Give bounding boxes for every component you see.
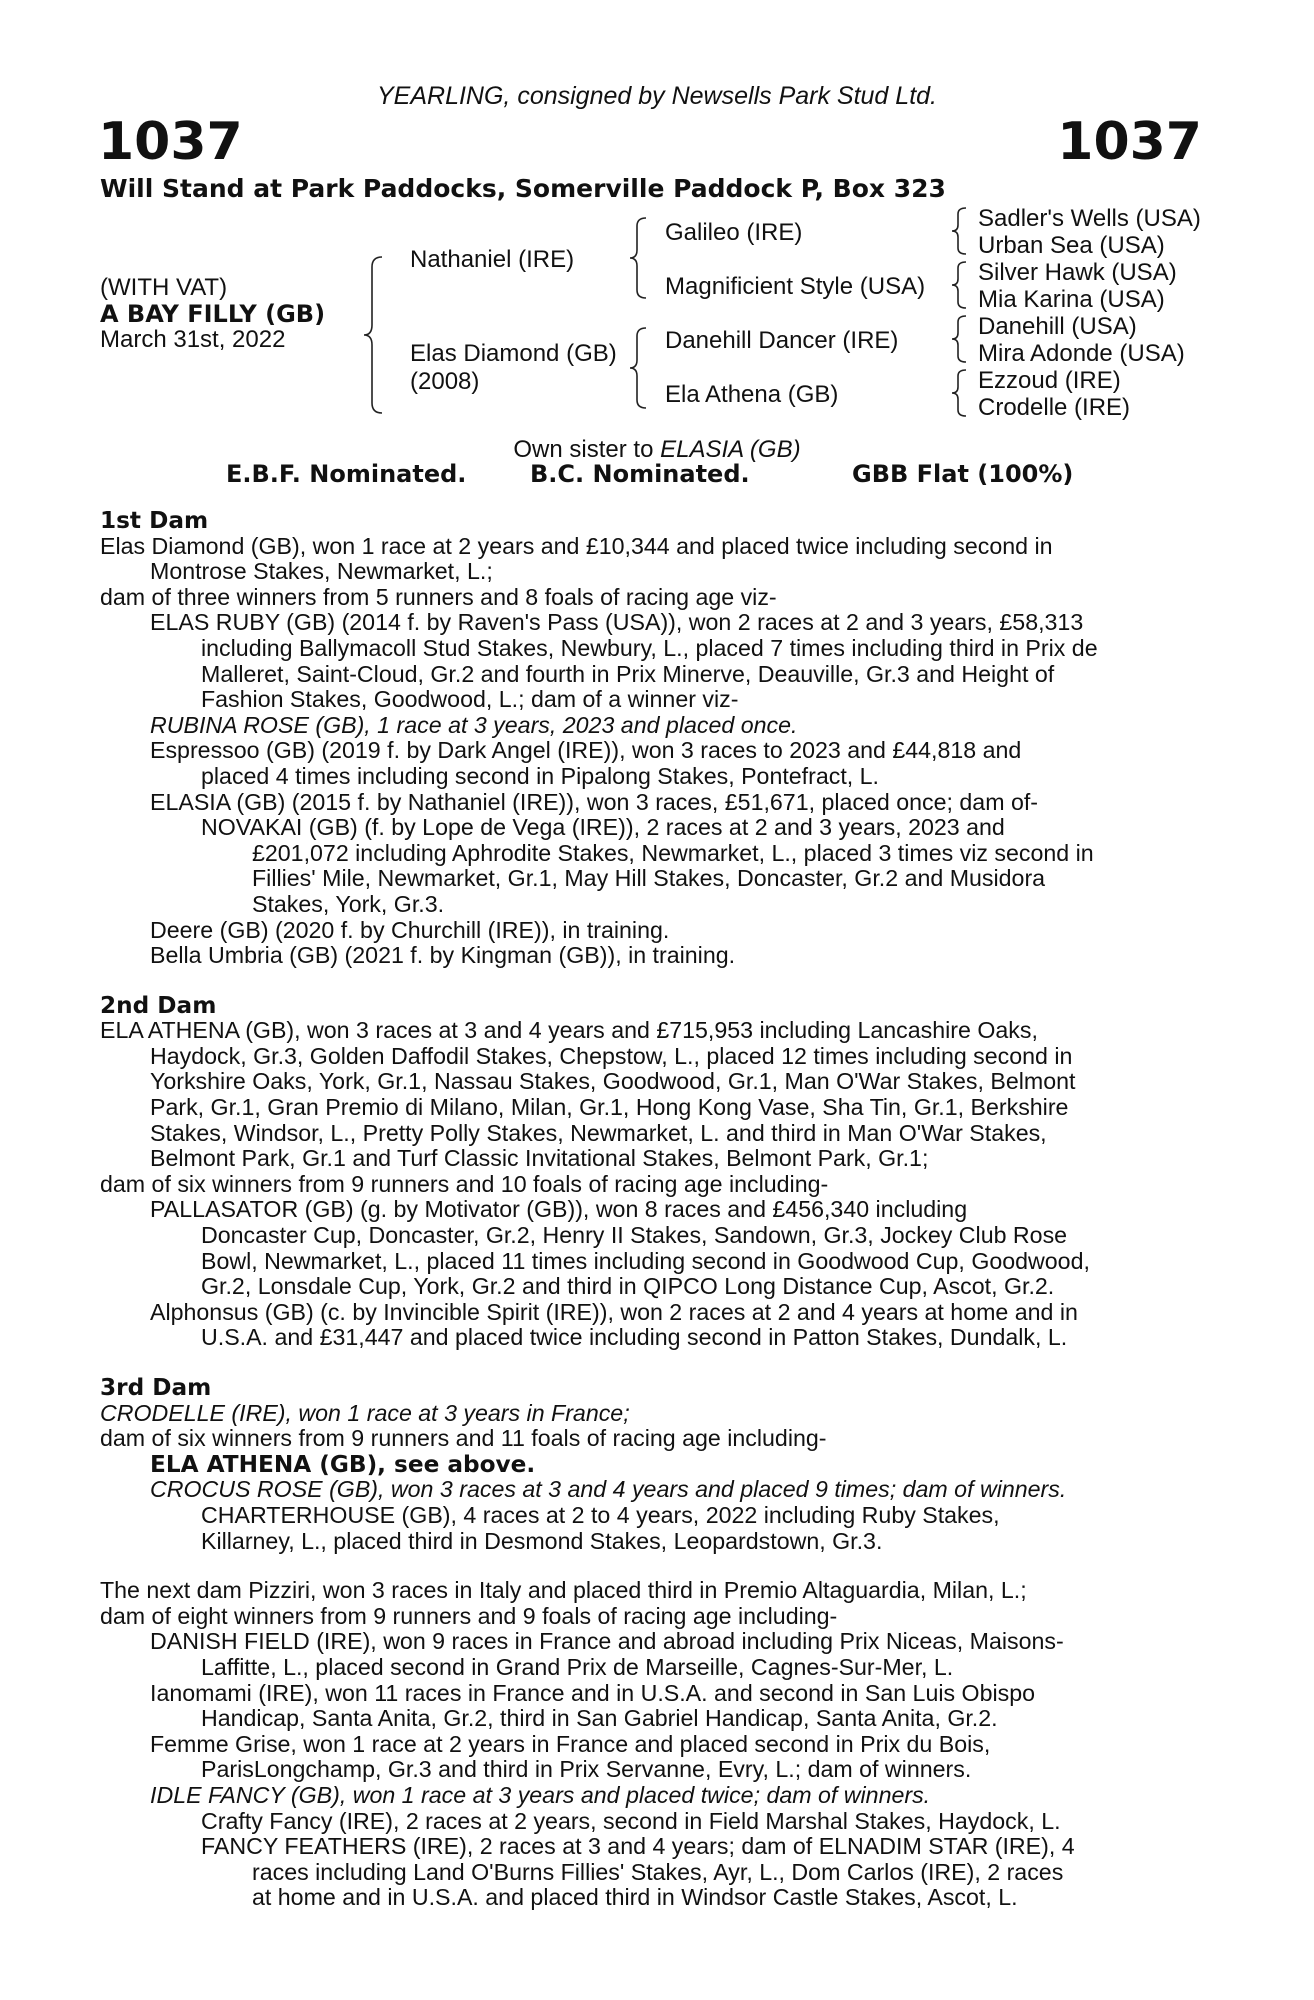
text-line: Laffitte, L., placed second in Grand Prix de Marseille, Cagnes-Sur-Mer, L. — [201, 1653, 954, 1680]
text-line: RUBINA ROSE (GB), 1 race at 3 years, 2023 and placed once. — [150, 711, 798, 738]
own-sister-line: Own sister to ELASIA (GB) — [513, 436, 801, 463]
gbb-nomination: GBB Flat (100%) — [852, 460, 1074, 488]
text-line: ELA ATHENA (GB), see above. — [150, 1450, 536, 1478]
text-line: PALLASATOR (GB) (g. by Motivator (GB)), won 8 races and £456,340 including — [150, 1196, 968, 1223]
text-line: Femme Grise, won 1 race at 2 years in France and placed second in Prix du Bois, — [150, 1730, 991, 1757]
text-line: IDLE FANCY (GB), won 1 race at 3 years and placed twice; dam of winners. — [150, 1781, 931, 1808]
pedigree-brace-g3 — [950, 314, 974, 364]
text-line: Killarney, L., placed third in Desmond Stakes, Leopardstown, Gr.3. — [201, 1527, 883, 1554]
text-line: CROCUS ROSE (GB), won 3 races at 3 and 4 years and placed 9 times; dam of winners. — [150, 1476, 1067, 1503]
text-line: Elas Diamond (GB), won 1 race at 2 years and £10,344 and placed twice including second in — [100, 532, 1053, 559]
text-line: Fashion Stakes, Goodwood, L.; dam of a winner viz- — [201, 686, 739, 713]
spacer — [100, 1554, 1206, 1578]
text-line: placed 4 times including second in Pipalong Stakes, Pontefract, L. — [201, 762, 879, 789]
pedigree-brace-g4 — [950, 368, 974, 418]
text-line: dam of six winners from 9 runners and 10 foals of racing age including- — [100, 1170, 829, 1197]
text-line: dam of three winners from 5 runners and 8 foals of racing age viz- — [100, 583, 777, 610]
pedigree-g1: Sadler's Wells (USA) — [978, 205, 1201, 232]
text-line: Stakes, York, Gr.3. — [252, 890, 445, 917]
text-line: at home and in U.S.A. and placed third in Windsor Castle Stakes, Ascot, L. — [252, 1884, 1018, 1911]
pedigree-dam-sire: Danehill Dancer (IRE) — [665, 327, 899, 354]
pedigree-dam: Elas Diamond (GB) — [410, 340, 617, 367]
text-line: Deere (GB) (2020 f. by Churchill (IRE)), in training. — [150, 916, 670, 943]
pedigree-g7: Ezzoud (IRE) — [978, 367, 1121, 394]
text-line: Stakes, Windsor, L., Pretty Polly Stakes, Newmarket, L. and third in Man O'War Stakes, — [150, 1119, 1047, 1146]
pedigree-brace-g1 — [950, 206, 974, 256]
text-line: Crafty Fancy (IRE), 2 races at 2 years, second in Field Marshal Stakes, Haydock, L. — [201, 1807, 1061, 1834]
text-line: Fillies' Mile, Newmarket, Gr.1, May Hill Stakes, Doncaster, Gr.2 and Musidora — [252, 865, 1046, 892]
pedigree-brace-g2 — [950, 260, 974, 310]
first-dam-heading: 1st Dam — [100, 507, 209, 534]
pedigree-brace-main — [362, 255, 392, 415]
pedigree-sire-sire: Galileo (IRE) — [665, 219, 803, 246]
text-line: Ianomami (IRE), won 11 races in France and in U.S.A. and second in San Luis Obispo — [150, 1679, 1036, 1706]
text-line: Yorkshire Oaks, York, Gr.1, Nassau Stakes, Goodwood, Gr.1, Man O'War Stakes, Belmont — [150, 1068, 1076, 1095]
text-line: dam of six winners from 9 runners and 11 foals of racing age including- — [100, 1425, 827, 1452]
bc-nomination: B.C. Nominated. — [530, 460, 750, 488]
spacer — [100, 969, 1206, 993]
text-line: Bella Umbria (GB) (2021 f. by Kingman (GB)), in training. — [150, 942, 736, 969]
foaling-date: March 31st, 2022 — [100, 326, 286, 353]
text-line: DANISH FIELD (IRE), won 9 races in France and abroad including Prix Niceas, Maisons- — [150, 1628, 1064, 1655]
text-line: CRODELLE (IRE), won 1 race at 3 years in France; — [100, 1399, 630, 1426]
text-line: Alphonsus (GB) (c. by Invincible Spirit (IRE)), won 2 races at 2 and 4 years at home and in — [150, 1298, 1078, 1325]
pedigree-dam-dam: Ela Athena (GB) — [665, 381, 839, 408]
text-line: Handicap, Santa Anita, Gr.2, third in San Gabriel Handicap, Santa Anita, Gr.2. — [201, 1705, 998, 1732]
text-line: £201,072 including Aphrodite Stakes, Newmarket, L., placed 3 times viz second in — [252, 839, 1094, 866]
pedigree-g4: Mia Karina (USA) — [978, 286, 1165, 313]
third-dam-heading: 3rd Dam — [100, 1374, 212, 1401]
text-line: ParisLongchamp, Gr.3 and third in Prix Servanne, Evry, L.; dam of winners. — [201, 1756, 972, 1783]
second-dam-heading: 2nd Dam — [100, 991, 217, 1019]
text-line: including Ballymacoll Stud Stakes, Newbury, L., placed 7 times including third in Prix de — [201, 634, 1098, 661]
pedigree-g6: Mira Adonde (USA) — [978, 340, 1185, 367]
pedigree-sire: Nathaniel (IRE) — [410, 246, 575, 273]
text-line: Montrose Stakes, Newmarket, L.; — [150, 558, 493, 585]
text-line: FANCY FEATHERS (IRE), 2 races at 3 and 4 years; dam of ELNADIM STAR (IRE), 4 — [201, 1833, 1075, 1860]
pedigree-g8: Crodelle (IRE) — [978, 394, 1131, 421]
lot-number-left: 1037 — [98, 112, 243, 172]
text-line: ELA ATHENA (GB), won 3 races at 3 and 4 years and £715,953 including Lancashire Oaks, — [100, 1017, 1038, 1044]
pedigree-g2: Urban Sea (USA) — [978, 232, 1165, 259]
consignor-line: YEARLING, consigned by Newsells Park Stud Ltd. — [377, 82, 937, 110]
text-line: NOVAKAI (GB) (f. by Lope de Vega (IRE)), 2 races at 2 and 3 years, 2023 and — [201, 814, 1005, 841]
ebf-nomination: E.B.F. Nominated. — [226, 460, 467, 488]
text-line: races including Land O'Burns Fillies' Stakes, Ayr, L., Dom Carlos (IRE), 2 races — [252, 1858, 1064, 1885]
text-line: Doncaster Cup, Doncaster, Gr.2, Henry II Stakes, Sandown, Gr.3, Jockey Club Rose — [201, 1222, 1068, 1249]
text-line: Bowl, Newmarket, L., placed 11 times including second in Goodwood Cup, Goodwood, — [201, 1247, 1090, 1274]
text-line: Haydock, Gr.3, Golden Daffodil Stakes, Chepstow, L., placed 12 times including second in — [150, 1042, 1073, 1069]
text-line: Belmont Park, Gr.1 and Turf Classic Invitational Stakes, Belmont Park, Gr.1; — [150, 1145, 929, 1172]
pedigree-body — [100, 508, 1206, 1911]
text-line: Gr.2, Lonsdale Cup, York, Gr.2 and third in QIPCO Long Distance Cup, Ascot, Gr.2. — [201, 1273, 1055, 1300]
text-line: Espressoo (GB) (2019 f. by Dark Angel (IRE)), won 3 races to 2023 and £44,818 and — [150, 737, 1022, 764]
text-line: ELASIA (GB) (2015 f. by Nathaniel (IRE)), won 3 races, £51,671, placed once; dam of- — [150, 788, 1039, 815]
text-line: Malleret, Saint-Cloud, Gr.2 and fourth in Prix Minerve, Deauville, Gr.3 and Height of — [201, 660, 1055, 687]
text-line: U.S.A. and £31,447 and placed twice including second in Patton Stakes, Dundalk, L. — [201, 1324, 1068, 1351]
horse-name: A BAY FILLY (GB) — [100, 300, 326, 328]
pedigree-g5: Danehill (USA) — [978, 313, 1137, 340]
vat-note: (WITH VAT) — [100, 274, 228, 301]
text-line: The next dam Pizziri, won 3 races in Italy and placed third in Premio Altaguardia, Milan, L.; — [100, 1577, 1027, 1604]
pedigree-sire-dam: Magnificient Style (USA) — [665, 273, 926, 300]
pedigree-dam-year: (2008) — [410, 368, 480, 395]
pedigree-brace-sire — [628, 216, 654, 300]
text-line: CHARTERHOUSE (GB), 4 races at 2 to 4 years, 2022 including Ruby Stakes, — [201, 1501, 1000, 1528]
text-line: dam of eight winners from 9 runners and 9 foals of racing age including- — [100, 1602, 838, 1629]
pedigree-brace-dam — [628, 326, 654, 410]
text-line: ELAS RUBY (GB) (2014 f. by Raven's Pass (USA)), won 2 races at 2 and 3 years, £58,313 — [150, 609, 1084, 636]
stand-location: Will Stand at Park Paddocks, Somerville Paddock P, Box 323 — [100, 174, 946, 203]
pedigree-g3: Silver Hawk (USA) — [978, 259, 1177, 286]
text-line: Park, Gr.1, Gran Premio di Milano, Milan, Gr.1, Hong Kong Vase, Sha Tin, Gr.1, Berkshire — [150, 1094, 1069, 1121]
lot-number-right: 1037 — [1057, 112, 1202, 172]
spacer — [100, 1351, 1206, 1375]
